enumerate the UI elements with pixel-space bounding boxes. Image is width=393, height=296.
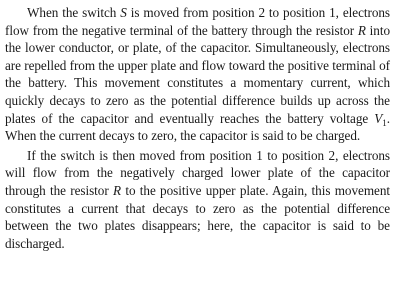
text-run: into the lower conductor, or plate, of the capacitor. Simultaneously, electrons are repelled from the upper plate and flow toward the positive terminal of the battery. This movement constitutes a momentary current, which quickly decays to zero as the potential difference builds up across the plates of the capacitor and eventually reaches the battery voltage	[5, 22, 390, 126]
resistor-symbol: R	[357, 22, 366, 38]
voltage-symbol: V	[374, 110, 383, 126]
text-run: . When the current decays to zero, the capacitor is said to be charged.	[5, 110, 390, 144]
voltage-subscript: 1	[382, 117, 387, 128]
resistor-symbol: R	[113, 182, 122, 198]
text-run: If the switch is then moved from position 1 to position 2, electrons will flow from the negatively charged lower plate of the capacitor through the resistor	[5, 147, 390, 198]
switch-symbol: S	[120, 5, 127, 20]
paragraph-discharging	[5, 147, 390, 253]
text-run: is moved from position 2 to position 1, electrons flow from the negative terminal of the battery through the resistor	[5, 5, 390, 38]
text-run: to the positive upper plate. Again, this movement constitutes a current that decays to zero as the potential difference between the two plates disappears; here, the capacitor is said to be discharged.	[5, 182, 390, 251]
paragraph-charging	[5, 4, 390, 145]
text-run: When the switch	[27, 5, 121, 20]
